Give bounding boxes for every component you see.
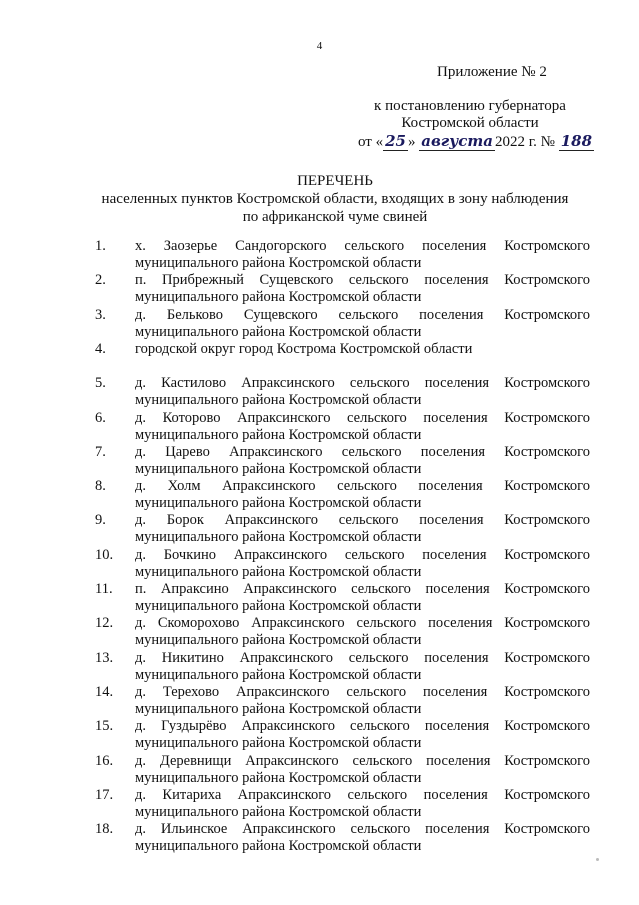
year-text: 2022 г. №	[494, 134, 555, 150]
date-prefix: от «	[358, 134, 384, 150]
item-text-line-2: муниципального района Костромской области	[135, 735, 422, 752]
item-text-line-1: д. Ильинское Апраксинского сельского поселения Костромского	[135, 821, 590, 838]
resolution-line-1: к постановлению губернатора	[374, 98, 566, 114]
item-text-line-2: муниципального района Костромской области	[135, 598, 422, 614]
item-text-line-2: муниципального района Костромской области	[135, 563, 422, 580]
item-text-line-1: д. Скоморохово Апраксинского сельского поселения Костромского	[135, 615, 590, 632]
item-text-line-2: муниципального района Костромской области	[135, 838, 422, 855]
item-number: 3.	[95, 306, 106, 323]
item-text-line-2: муниципального района Костромской области	[135, 529, 422, 546]
handwritten-month: августа	[421, 132, 493, 150]
item-text-line-2: муниципального района Костромской области	[135, 460, 422, 477]
handwritten-day: 25	[385, 132, 406, 150]
item-text-line-1: д. Терехово Апраксинского сельского поселения Костромского	[135, 683, 590, 700]
item-text-line-2: муниципального района Костромской области	[135, 392, 422, 409]
item-text-line-2: муниципального района Костромской области	[135, 632, 422, 649]
item-number: 1.	[95, 238, 106, 254]
item-text-line-2: муниципального района Костромской области	[135, 323, 422, 340]
item-text	[135, 272, 590, 306]
item-number: 9.	[95, 512, 106, 529]
resolution-line-2: Костромской области	[401, 115, 539, 131]
item-number: 2.	[95, 272, 106, 289]
item-text-line-1: д. Холм Апраксинского сельского поселения Костромского	[135, 478, 590, 495]
handwritten-number: 188	[560, 132, 593, 150]
item-text-line-1: д. Бельково Сущевского сельского поселения Костромского	[135, 306, 590, 323]
item-text-line-2: муниципального района Костромской области	[135, 426, 422, 443]
item-number: 18.	[95, 821, 114, 838]
document-title	[60, 172, 610, 226]
item-text-line-1: д. Гуздырёво Апраксинского сельского поселения Костромского	[135, 718, 590, 735]
item-text-line-1: д. Кастилово Апраксинского сельского поселения Костромского	[135, 375, 590, 392]
item-text-line-1: п. Апраксино Апраксинского сельского поселения Костромского	[135, 581, 590, 597]
item-text-line-1: д. Царево Апраксинского сельского поселения Костромского	[135, 443, 590, 460]
scan-speck	[596, 858, 599, 861]
page-number: 4	[316, 40, 323, 52]
item-text-line-2: муниципального района Костромской области	[135, 255, 422, 271]
item-text	[135, 753, 590, 787]
item-text	[135, 787, 590, 821]
item-text	[135, 821, 590, 855]
item-number: 17.	[95, 786, 114, 803]
item-number: 12.	[95, 615, 114, 632]
item-text	[135, 478, 590, 512]
resolution-reference	[330, 98, 610, 132]
item-text-line-1: городской округ город Кострома Костромской области	[135, 340, 473, 357]
title-line-2: по африканской чуме свиней	[242, 209, 428, 225]
item-text-line-2: муниципального района Костромской области	[135, 769, 422, 786]
item-text	[135, 684, 590, 718]
quote-close: »	[407, 134, 416, 150]
item-text	[135, 444, 590, 478]
item-text-line-1: х. Заозерье Сандогорского сельского поселения Костромского	[135, 238, 590, 254]
item-text	[135, 615, 590, 649]
item-number: 6.	[95, 409, 106, 426]
item-number: 13.	[95, 649, 114, 666]
item-text	[135, 718, 590, 752]
title-line-1: населенных пунктов Костромской области, входящих в зону наблюдения	[101, 191, 569, 207]
item-number: 8.	[95, 478, 106, 495]
item-text-line-1: д. Китариха Апраксинского сельского поселения Костромского	[135, 786, 590, 803]
appendix-label: Приложение № 2	[437, 64, 547, 80]
item-text-line-2: муниципального района Костромской области	[135, 700, 422, 717]
item-text-line-1: д. Бочкино Апраксинского сельского поселения Костромского	[135, 546, 590, 563]
item-number: 14.	[95, 683, 114, 700]
item-text-line-2: муниципального района Костромской области	[135, 495, 422, 512]
item-text-line-2: муниципального района Костромской области	[135, 289, 422, 306]
item-number: 16.	[95, 752, 114, 769]
item-number: 15.	[95, 718, 114, 735]
item-number: 4.	[95, 340, 106, 357]
item-number: 7.	[95, 443, 106, 460]
item-text-line-2: муниципального района Костромской области	[135, 803, 422, 820]
item-text	[135, 512, 590, 546]
item-text	[135, 581, 590, 615]
item-text	[135, 410, 590, 444]
item-text	[135, 238, 590, 272]
item-text-line-1: д. Деревнищи Апраксинского сельского поселения Костромского	[135, 752, 590, 769]
item-text	[135, 341, 590, 358]
item-text-line-1: д. Борок Апраксинского сельского поселения Костромского	[135, 512, 590, 529]
item-text-line-1: п. Прибрежный Сущевского сельского поселения Костромского	[135, 272, 590, 289]
item-number: 10.	[95, 546, 114, 563]
item-number: 5.	[95, 375, 106, 392]
resolution-date-line	[358, 132, 594, 151]
item-text-line-1: д. Которово Апраксинского сельского поселения Костромского	[135, 409, 590, 426]
item-text	[135, 650, 590, 684]
item-text	[135, 375, 590, 409]
item-number: 11.	[95, 581, 113, 597]
item-text-line-2: муниципального района Костромской области	[135, 666, 422, 683]
item-text	[135, 547, 590, 581]
title-heading: ПЕРЕЧЕНЬ	[297, 173, 373, 189]
item-text-line-1: д. Никитино Апраксинского сельского поселения Костромского	[135, 649, 590, 666]
item-text	[135, 307, 590, 341]
